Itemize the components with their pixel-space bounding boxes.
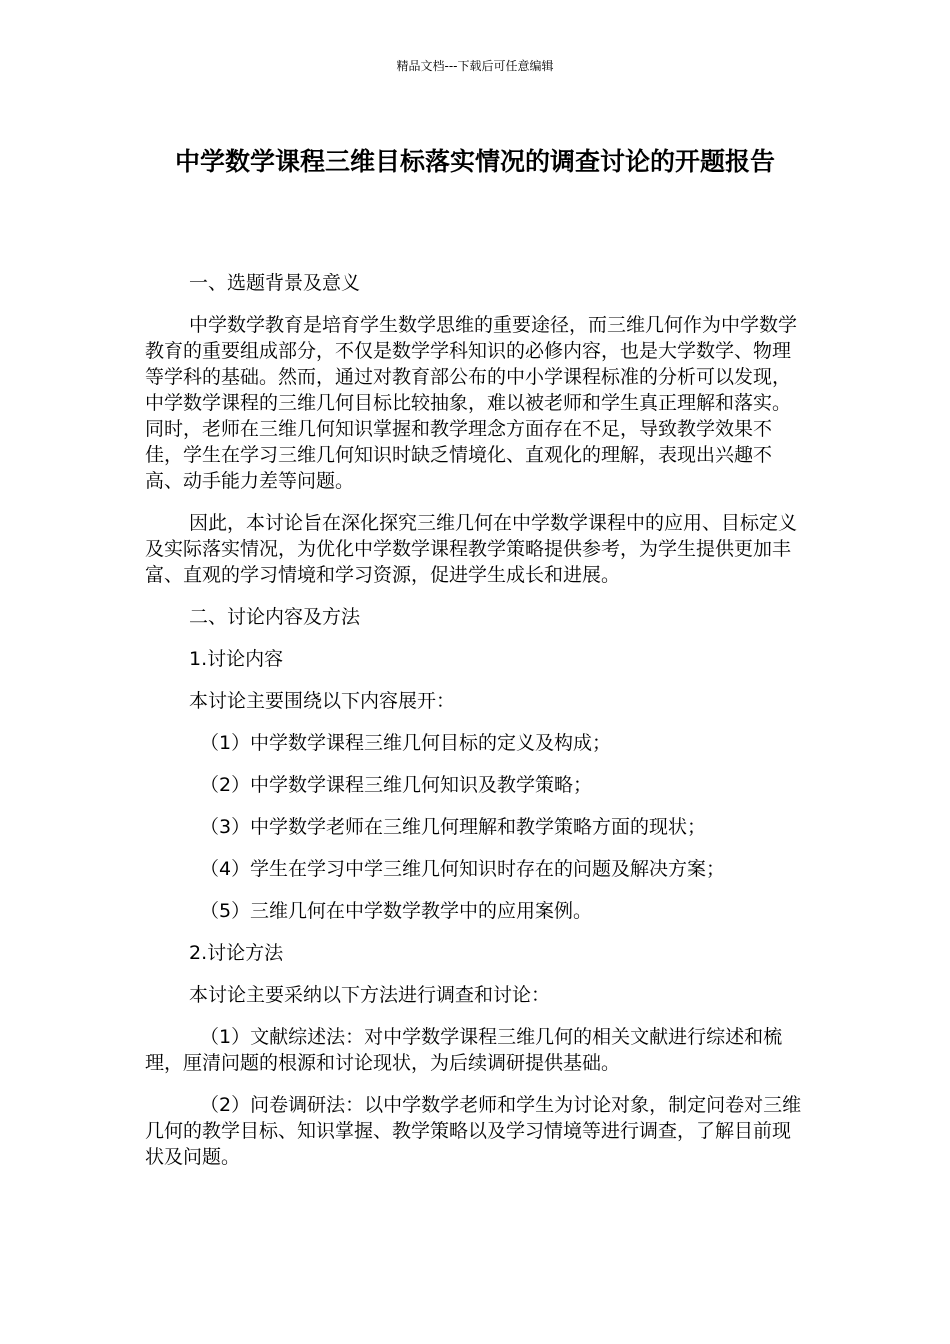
method-questionnaire-survey: （2）问卷调研法：以中学数学老师和学生为讨论对象，制定问卷对三维几何的教学目标、知识掌握、教学策略以及学习情境等进行调查，了解目前现状及问题。: [145, 1094, 802, 1168]
list-item-number: （2）: [200, 774, 251, 796]
content-list-item: [145, 898, 807, 924]
method-literature-review: （1）文献综述法：对中学数学课程三维几何的相关文献进行综述和梳理，厘清问题的根源和讨论现状，为后续调研提供基础。: [145, 1026, 783, 1074]
page-header-watermark: 精品文档---下载后可任意编辑: [396, 59, 554, 73]
list-item-number: （1）: [200, 732, 251, 754]
list-item-text: 三维几何在中学数学教学中的应用案例。: [250, 900, 593, 922]
document-body: [145, 270, 807, 1186]
list-item-number: （4）: [200, 858, 251, 880]
methods-intro: 本讨论主要采纳以下方法进行调查和讨论：: [189, 984, 551, 1006]
list-item-text: 中学数学老师在三维几何理解和教学策略方面的现状；: [250, 816, 707, 838]
content-list-item: [145, 730, 807, 756]
list-item-text: 学生在学习中学三维几何知识时存在的问题及解决方案；: [250, 858, 726, 880]
list-item-number: （3）: [200, 816, 251, 838]
content-list-item: [145, 856, 807, 882]
list-item-text: 中学数学课程三维几何知识及教学策略；: [250, 774, 593, 796]
subsection-heading-content: 1.讨论内容: [189, 648, 284, 670]
content-list-item: [145, 814, 807, 840]
paragraph-background-1: 中学数学教育是培育学生数学思维的重要途径，而三维几何作为中学数学教育的重要组成部分，不仅是数学学科知识的必修内容，也是大学数学、物理等学科的基础。然而，通过对教育部公布的中小学课程标准的分析可以发现，中学数学课程的三维几何目标比较抽象，难以被老师和学生真正理解和落实。同时，老师在三维几何知识掌握和教学理念方面存在不足，导致教学效果不佳，学生在学习三维几何知识时缺乏情境化、直观化的理解，表现出兴趣不高、动手能力差等问题。: [145, 314, 798, 492]
section-heading-background: 一、选题背景及意义: [189, 272, 361, 294]
content-intro: 本讨论主要围绕以下内容展开：: [189, 690, 456, 712]
content-list-item: [145, 772, 807, 798]
subsection-heading-methods: 2.讨论方法: [189, 942, 284, 964]
paragraph-background-2: 因此，本讨论旨在深化探究三维几何在中学数学课程中的应用、目标定义及实际落实情况，为优化中学数学课程教学策略提供参考，为学生提供更加丰富、直观的学习情境和学习资源，促进学生成长和进展。: [145, 512, 798, 586]
section-heading-content-methods: 二、讨论内容及方法: [189, 606, 361, 628]
list-item-number: （5）: [200, 900, 251, 922]
document-title: 中学数学课程三维目标落实情况的调查讨论的开题报告: [174, 147, 775, 176]
list-item-text: 中学数学课程三维几何目标的定义及构成；: [250, 732, 612, 754]
